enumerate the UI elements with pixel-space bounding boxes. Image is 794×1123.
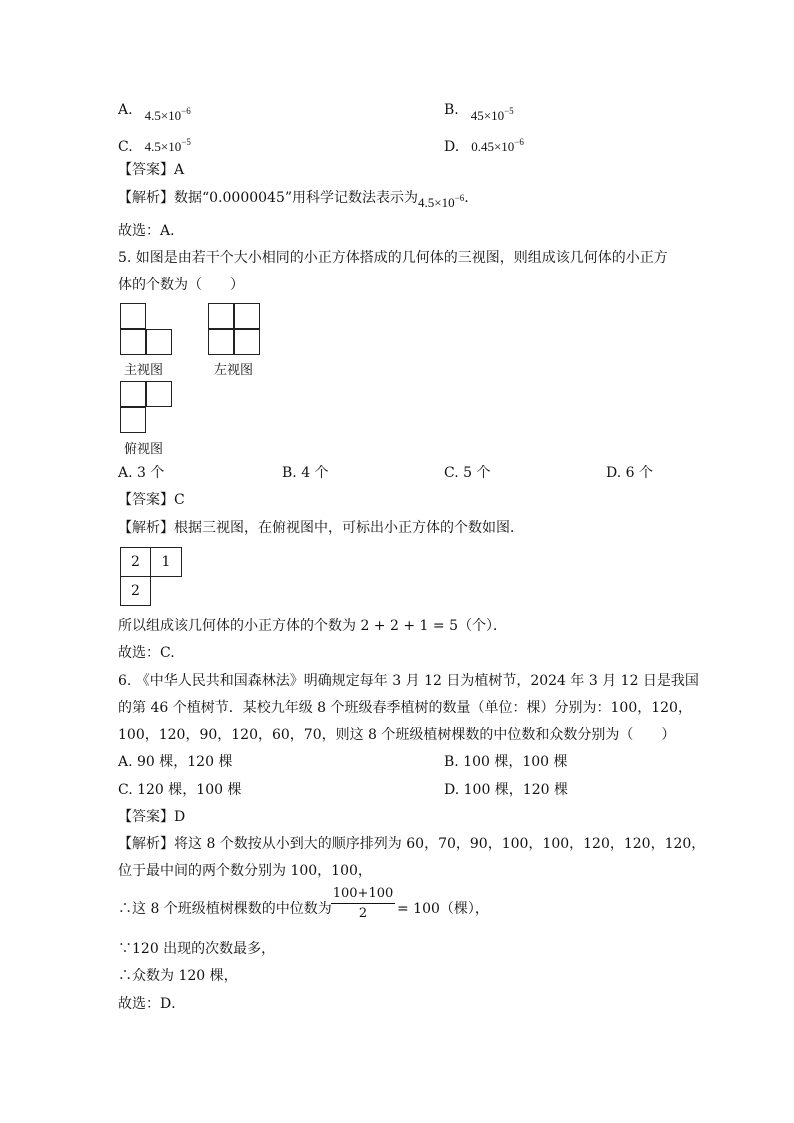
median-fraction bbox=[331, 886, 395, 921]
option-value: $0.45\times 10^{-6}$ bbox=[471, 137, 524, 154]
option-letter: D. bbox=[444, 139, 460, 155]
q6-median-prefix: ∴这 8 个班级植树棵数的中位数为 bbox=[118, 901, 332, 917]
q6-stem-line3: 100，120，90，120，60，70，则这 8 个班级植树棵数的中位数和众数分别为（ ） bbox=[118, 727, 676, 743]
fraction-denominator: 2 bbox=[358, 906, 368, 921]
q5-analysis: 【解析】根据三视图，在俯视图中，可标出小正方体的个数如图． bbox=[118, 520, 524, 536]
q6-stem-line2: 的第 46 个植树节．某校九年级 8 个班级春季植树的数量（单位：棵）分别为：100，120， bbox=[118, 700, 692, 716]
q5-stem-line2: 体的个数为（ ） bbox=[118, 277, 244, 293]
q6-answer: 【答案】D bbox=[118, 809, 186, 825]
count-cell: 2 bbox=[120, 547, 151, 577]
top-view-cell bbox=[146, 381, 172, 407]
front-view-cell bbox=[120, 329, 146, 355]
left-view-cell bbox=[208, 303, 234, 329]
q4-choose: 故选：A． bbox=[118, 223, 185, 239]
q5-choose: 故选：C. bbox=[118, 645, 175, 661]
left-view-cell bbox=[234, 329, 260, 355]
front-view-cell bbox=[120, 303, 146, 329]
option-letter: B. bbox=[444, 102, 459, 118]
q6-analysis-line1: 【解析】将这 8 个数按从小到大的顺序排列为 60，70，90，100，100，120，120，120， bbox=[118, 836, 706, 852]
q6-mode-reason: ∵120 出现的次数最多， bbox=[118, 941, 276, 957]
q6-median-suffix: = 100（棵）， bbox=[397, 901, 489, 917]
left-view-caption: 左视图 bbox=[214, 363, 254, 378]
option-value: $4.5\times 10^{-6}$ bbox=[144, 106, 191, 123]
option-value: $45\times 10^{-5}$ bbox=[470, 106, 514, 123]
top-view-caption: 俯视图 bbox=[124, 442, 164, 457]
fraction-bar bbox=[331, 903, 395, 904]
q5-option-a: A. 3 个 bbox=[118, 465, 165, 481]
left-view-cell bbox=[208, 329, 234, 355]
q6-analysis-line2: 位于最中间的两个数分别为 100，100， bbox=[118, 863, 372, 879]
count-cell: 1 bbox=[150, 547, 182, 577]
q6-option-c: C. 120 棵，100 棵 bbox=[118, 782, 242, 798]
q6-option-a: A. 90 棵，120 棵 bbox=[118, 754, 233, 770]
q6-choose: 故选：D． bbox=[118, 996, 186, 1012]
q4-option-b bbox=[444, 100, 514, 126]
q6-mode: ∴众数为 120 棵， bbox=[118, 968, 238, 984]
fraction-numerator: 100+100 bbox=[332, 886, 394, 901]
option-value: $4.5\times 10^{-5}$ bbox=[144, 137, 191, 154]
q4-answer: 【答案】A bbox=[118, 162, 185, 178]
q5-answer: 【答案】C bbox=[118, 492, 185, 508]
q4-option-c bbox=[118, 132, 191, 157]
top-view-cell bbox=[120, 381, 146, 407]
option-letter: A. bbox=[118, 102, 133, 118]
top-view-cell bbox=[120, 407, 146, 433]
q5-stem-line1: 5. 如图是由若干个大小相同的小正方体搭成的几何体的三视图，则组成该几何体的小正方 bbox=[118, 250, 668, 266]
q5-option-d: D. 6 个 bbox=[606, 465, 653, 481]
count-cell: 2 bbox=[120, 576, 151, 606]
option-letter: C. bbox=[118, 139, 133, 155]
q4-option-a bbox=[118, 100, 191, 126]
q6-option-b: B. 100 棵，100 棵 bbox=[444, 754, 568, 770]
q5-sum: 所以组成该几何体的小正方体的个数为 2 + 2 + 1 = 5（个）． bbox=[118, 618, 507, 634]
q5-option-b: B. 4 个 bbox=[282, 465, 329, 481]
front-view-cell bbox=[146, 329, 172, 355]
front-view-caption: 主视图 bbox=[124, 363, 164, 378]
left-view-cell bbox=[234, 303, 260, 329]
q4-analysis: 【解析】数据“0.0000045”用科学记数法表示为$4.5\times 10^{-6}$. bbox=[118, 190, 469, 210]
q4-option-d bbox=[444, 132, 524, 157]
q6-stem-line1: 6. 《中华人民共和国森林法》明确规定每年 3 月 12 日为植树节，2024 年 3 月 12 日是我国 bbox=[118, 673, 699, 689]
q5-option-c: C. 5 个 bbox=[444, 465, 491, 481]
q6-option-d: D. 100 棵，120 棵 bbox=[444, 782, 568, 798]
